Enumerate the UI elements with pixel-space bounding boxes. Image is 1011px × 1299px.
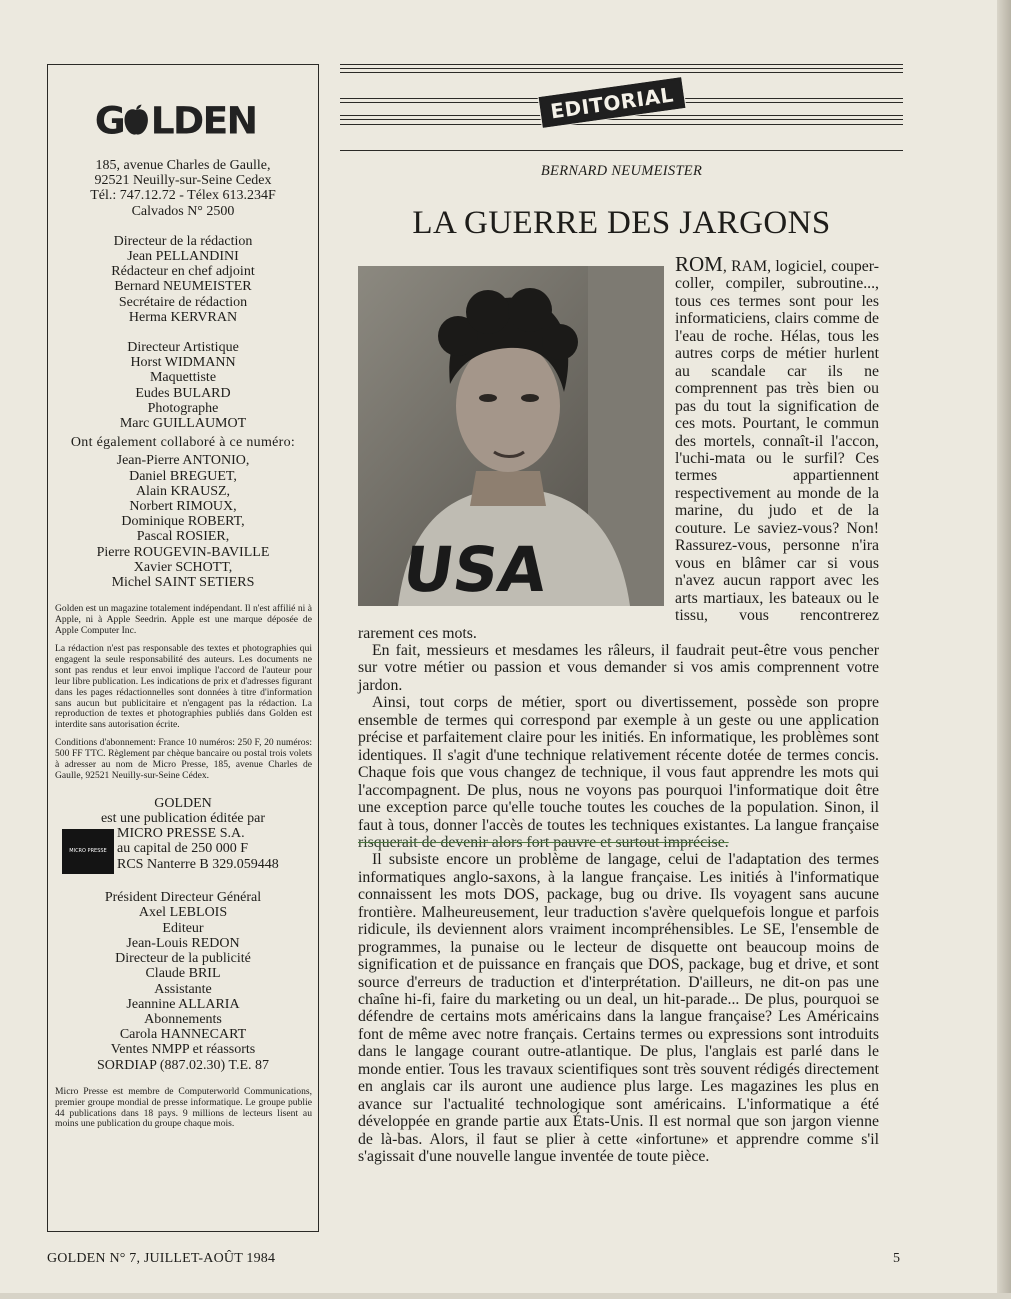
staff-line: Maquettiste: [149, 370, 217, 386]
subscription-notice: Conditions d'abonnement: France 10 numéros: 250 F, 20 numéros: 500 FF TTC. Règlement par chèque bancaire ou postal trois volets à adresser au nom de Micro Presse, 185, avenue Charles de Gaulle, 92521 Neuilly-sur-Seine Cédex.: [55, 737, 312, 781]
management-line: Directeur de la publicité: [115, 951, 251, 967]
art-staff: [48, 340, 318, 431]
page-edge-shadow: [997, 0, 1011, 1299]
apple-icon: [125, 105, 148, 135]
collaborators-list: [48, 453, 318, 590]
collaborator: Xavier SCHOTT,: [133, 559, 233, 575]
company-line: RCS Nanterre B 329.059448: [117, 856, 279, 872]
management-line: Jean-Louis REDON: [126, 935, 240, 951]
page-number: 5: [893, 1251, 900, 1266]
management-line: Carola HANNECART: [119, 1027, 247, 1043]
svg-text:G: G: [94, 99, 125, 139]
micro-presse-logo-text: MICRO PRESSE: [69, 848, 107, 855]
management-line: Assistante: [154, 981, 212, 997]
golden-logo: [48, 99, 318, 146]
article-body: [358, 252, 879, 1166]
collaborator: Daniel BREGUET,: [129, 468, 237, 484]
independence-notice: Golden est un magazine totalement indépendant. Il n'est affilié ni à Apple, ni à Apple Seedrin. Apple est une marque déposée de Apple Computer Inc.: [55, 603, 312, 637]
staff-line: Photographe: [147, 400, 219, 416]
management-line: Président Directeur Général: [104, 890, 262, 906]
staff-line: Rédacteur en chef adjoint: [111, 264, 255, 280]
address-line: Tél.: 747.12.72 - Télex 613.234F: [90, 188, 276, 204]
golden-logo-mark: [93, 99, 273, 139]
article-paragraph: [358, 694, 879, 851]
paragraph-text: Ainsi, tout corps de métier, sport ou divertissement, possède son propre ensemble de termes qui correspond par exemple à un geste ou une application précise et parfaitement claire pour les initiés. En informatique, les problèmes sont identiques. Il s'agit d'une technique relativement récente dotée de termes concis. Chaque fois que vous changez de technique, il vous faut apprendre les mots qui l'accompagnent. De plus, nous ne voyons pas pourquoi l'informatique doit être une exception parce qu'elle touche toutes les couches de la population. Sinon, il faut à tous, donner l'accès de toutes les techniques existantes. La langue française: [358, 694, 879, 834]
staff-line: Herma KERVRAN: [128, 309, 238, 325]
staff-line: Secrétaire de rédaction: [118, 294, 248, 310]
company-line: MICRO PRESSE S.A.: [117, 826, 245, 842]
collaborator: Pascal ROSIER,: [136, 529, 230, 545]
publisher-info: [48, 796, 318, 874]
publisher-address: [48, 158, 318, 219]
management-line: Editeur: [162, 920, 204, 936]
collaborator: Alain KRAUSZ,: [135, 483, 231, 499]
drop-cap: ROM: [675, 252, 723, 276]
article-paragraph: En fait, messieurs et mesdames les râleurs, il faudrait peut-être vous pencher sur votre métier ou passion et vous demander si vos amis comprennent votre jardon.: [358, 641, 879, 694]
rule-line: [340, 72, 903, 73]
micro-presse-logo: [62, 829, 114, 874]
article-paragraph: Il subsiste encore un problème de langage, celui de l'adaptation des termes informatiques anglo-saxons, à la langue française. Les initiés à l'informatique connaissent les mots DOS, package, bug ou drive. Ils voyagent sans aucune frontière. Malheureusement, leur traduction s'avère quelquefois longue et parfois ridicule, ils deviennent alors vraiment incompréhensibles. Le SE, l'ensemble de programmes, la punaise ou le lecteur de disquette ont beaucoup moins de signification et de puissance en français que DOS, package, bug et drive, et sont source d'erreurs de traduction et d'interprétation. D'ailleurs, ne dit-on pas une chaîne hi-fi, faire du marketing ou un deal, un hit-parade... De plus, pourquoi se défendre de certains mots américains dans la langue française? Les Américains font de même avec notre français. Certains termes ou expressions sont introduits dans le langage courant outre-atlantique. De plus, l'anglais est parlé dans le monde entier. Tous les travaux scientifiques sont très souvent rédigés directement en anglais car ils auront une audience plus large. Les magazines les plus en avance sur l'actualité technologique sont américains. L'informatique a été développée en grande partie aux États-Unis. Il est normal que son jargon vienne de là-bas. Alors, il faut se plier à cette «infortune» et apprendre comme s'il s'agissait d'une nouvelle langue inventée de toute pièce.: [358, 851, 879, 1166]
bottom-rule: [340, 150, 903, 154]
management-line: Abonnements: [144, 1011, 222, 1027]
management-staff: [48, 890, 318, 1072]
staff-line: Directeur de la rédaction: [113, 233, 253, 249]
collaborator: Jean-Pierre ANTONIO,: [116, 453, 250, 469]
rule-line: [340, 68, 903, 69]
publisher-line: GOLDEN: [154, 795, 212, 811]
page-edge-bottom: [0, 1293, 1011, 1299]
staff-line: Eudes BULARD: [135, 385, 231, 401]
paragraph-text: , RAM, logiciel, couper-coller, compiler, subroutine..., tous ces termes sont pour les informaticiens, clairs comme de l'eau de roche. Hélas, tous les autres corps de métier hurlent au scandale car ils ne comprennent pas très bien ou pas du tout la signification de ces mots. Pourtant, le commun des mortels, connaît-il l'accon, l'uchi-mata ou le surfil? Ces termes appartiennent respectivement au monde de la marine, du judo et de la couture. Le saviez-vous? Non! Rassurez-vous, personne n'ira vous en blâmer car si vous n'avez aucun rapport avec les arts martiaux, les bateaux ou le tissu, vous rencontrerez rarement ces mots.: [358, 258, 879, 642]
group-notice: Micro Presse est membre de Computerworld Communications, premier groupe mondial de presse informatique. Le groupe publie 44 publications dans 18 pays. 9 millions de lecteurs lisent au moins une publication du groupe chaque mois.: [55, 1085, 312, 1130]
address-line: Calvados N° 2500: [131, 203, 235, 219]
management-line: SORDIAP (887.02.30) T.E. 87: [96, 1057, 270, 1073]
top-rules: [340, 64, 903, 77]
collaborator: Pierre ROUGEVIN-BAVILLE: [96, 544, 270, 560]
svg-text:LDEN: LDEN: [150, 99, 257, 139]
staff-line: Jean PELLANDINI: [127, 249, 239, 265]
management-line: Ventes NMPP et réassorts: [110, 1042, 256, 1058]
staff-line: Horst WIDMANN: [130, 355, 236, 371]
svg-text:USA: USA: [398, 533, 552, 606]
article-author: BERNARD NEUMEISTER: [540, 163, 703, 179]
rule-line: [340, 150, 903, 151]
editorial-badge: EDITORIAL: [539, 77, 686, 128]
management-line: Axel LEBLOIS: [138, 905, 228, 921]
collaborator: Michel SAINT SETIERS: [111, 575, 255, 591]
staff-line: Bernard NEUMEISTER: [114, 279, 252, 295]
rule-line: [340, 119, 903, 120]
article-title: LA GUERRE DES JARGONS: [412, 205, 831, 241]
collaborator: Dominique ROBERT,: [121, 514, 245, 530]
staff-line: Marc GUILLAUMOT: [119, 416, 247, 432]
address-line: 185, avenue Charles de Gaulle,: [95, 158, 271, 173]
company-row: [48, 826, 318, 874]
issue-footer: GOLDEN N° 7, JUILLET-AOÛT 1984: [47, 1251, 276, 1266]
collaborators-title: Ont également collaboré à ce numéro:: [70, 435, 296, 451]
masthead-box: [47, 64, 319, 1232]
management-line: Claude BRIL: [145, 966, 221, 982]
editorial-staff: [48, 234, 318, 325]
company-line: au capital de 250 000 F: [117, 841, 249, 857]
company-details: [117, 826, 279, 872]
collaborator: Norbert RIMOUX,: [129, 499, 237, 515]
rule-line: [340, 124, 903, 125]
staff-line: Directeur Artistique: [127, 340, 239, 356]
struck-text: risquerait de devenir alors fort pauvre et surtout imprécise.: [358, 833, 729, 851]
photo-wrap-space: [358, 256, 675, 608]
rule-line: [340, 64, 903, 65]
responsibility-notice: La rédaction n'est pas responsable des textes et photographies qui engagent la seule responsabilité des auteurs. Les documents ne sont pas rendus et leur envoi implique l'accord de l'auteur pour leur libre publication. Les indications de prix et d'adresses figurant dans les pages rédactionnelles sont données à titre d'information sans aucun but publicitaire et n'engagent pas la rédaction. La reproduction de textes et photographies publiés dans Golden est interdite sans autorisation écrite.: [55, 643, 312, 731]
address-line: 92521 Neuilly-sur-Seine Cedex: [94, 173, 272, 189]
publisher-line: est une publication éditée par: [100, 811, 266, 827]
management-line: Jeannine ALLARIA: [126, 996, 240, 1012]
